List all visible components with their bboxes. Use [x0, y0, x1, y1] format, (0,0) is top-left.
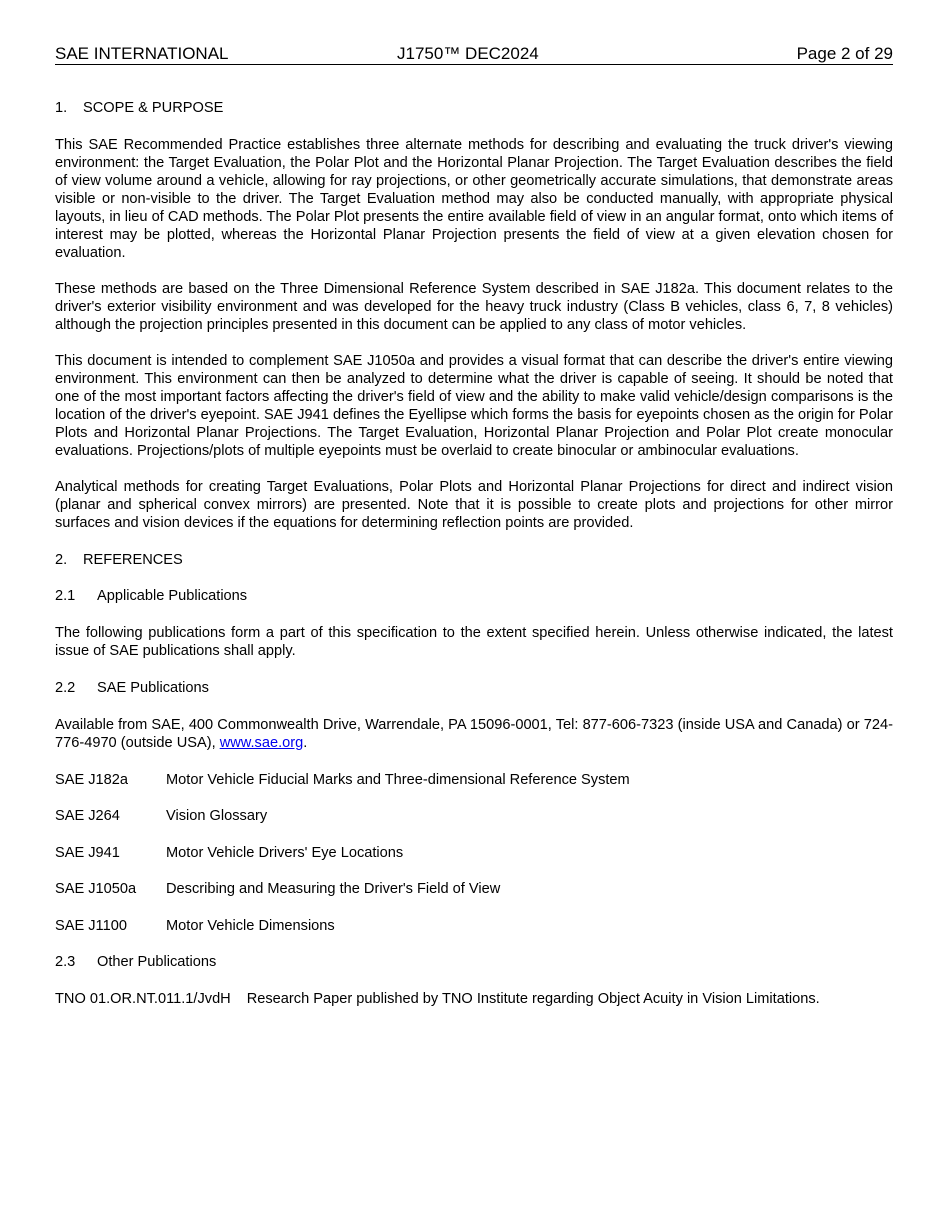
- scope-paragraph-2: These methods are based on the Three Dimensional Reference System described in SAE J182a. This document relates to the driver's exterior visibility environment and was developed for the heavy truck industry (Class B vehicles, class 6, 7, 8 vehicles) although the projection principles presented in this document can be applied to any class of motor vehicles.: [55, 281, 893, 333]
- subsection-2-3-title: Other Publications: [97, 954, 217, 970]
- reference-code: SAE J264: [55, 808, 120, 824]
- header-page-number: Page 2 of 29: [796, 44, 893, 63]
- page-header: [55, 44, 893, 65]
- subsection-2-1-heading: [55, 587, 893, 605]
- sae-availability-text: [55, 716, 893, 752]
- reference-title: Motor Vehicle Drivers' Eye Locations: [166, 845, 404, 861]
- section-2-number: 2.: [55, 552, 68, 568]
- section-1-title: SCOPE & PURPOSE: [83, 100, 224, 116]
- scope-paragraph-3: This document is intended to complement SAE J1050a and provides a visual format that can describe the driver's entire viewing environment. This environment can then be analyzed to determine what the driver is capable of seeing. It should be noted that one of the most important factors affecting the driver's field of view and the ability to make valid vehicle/design comparisons is the location of the driver's eyepoint. SAE J941 defines the Eyellipse which forms the basis for eyepoints chosen as the origin for Polar Plots and Horizontal Planar Projections. The Target Evaluation, Horizontal Planar Projection and Polar Plot create monocular evaluations. Projections/plots of multiple eyepoints must be overlaid to create binocular or ambinocular evaluations.: [55, 353, 893, 459]
- reference-title: Vision Glossary: [166, 808, 268, 824]
- section-2-title: REFERENCES: [83, 552, 183, 568]
- subsection-2-3-heading: [55, 953, 893, 971]
- section-1-heading: [55, 99, 893, 117]
- header-organization: SAE INTERNATIONAL: [55, 44, 229, 63]
- document-body: [55, 99, 893, 1008]
- header-document-id: J1750™ DEC2024: [397, 44, 539, 63]
- scope-paragraph-1: This SAE Recommended Practice establishes three alternate methods for describing and evaluating the truck driver's viewing environment: the Target Evaluation, the Polar Plot and the Horizontal Planar Projection. The Target Evaluation describes the field of view volume around a vehicle, allowing for ray projections, or other geometrically accurate simulations, that demonstrate areas visible or non-visible to the driver. The Target Evaluation method may also be conducted manually, with appropriate physical layouts, in lieu of CAD methods. The Polar Plot presents the entire available field of view in an angular format, onto which items of interest may be plotted, whereas the Horizontal Planar Projection presents the field of view at a given elevation chosen for evaluation.: [55, 137, 893, 261]
- section-1-number: 1.: [55, 100, 68, 116]
- other-reference-code: TNO 01.OR.NT.011.1/JvdH: [55, 991, 231, 1007]
- sae-availability-text-after: .: [303, 735, 308, 751]
- section-2-heading: [55, 551, 893, 569]
- reference-item: [55, 771, 893, 789]
- document-page: [55, 44, 893, 1008]
- sae-website-link[interactable]: www.sae.org: [219, 735, 304, 751]
- subsection-2-2-heading: [55, 679, 893, 697]
- reference-title: Motor Vehicle Fiducial Marks and Three-dimensional Reference System: [166, 772, 630, 788]
- reference-code: SAE J1050a: [55, 881, 137, 897]
- reference-code: SAE J182a: [55, 772, 129, 788]
- reference-title: Describing and Measuring the Driver's Field of View: [166, 881, 501, 897]
- reference-item: [55, 880, 893, 898]
- reference-item: [55, 917, 893, 935]
- reference-code: SAE J1100: [55, 918, 127, 934]
- subsection-2-2-title: SAE Publications: [97, 680, 209, 696]
- scope-paragraph-4: Analytical methods for creating Target Evaluations, Polar Plots and Horizontal Planar Projections for direct and indirect vision (planar and spherical convex mirrors) are presented. Note that it is possible to create plots and projections for other mirror surfaces and vision devices if the equations for determining reflection points are provided.: [55, 479, 893, 531]
- sae-availability-text-before: Available from SAE, 400 Commonwealth Drive, Warrendale, PA 15096-0001, Tel: 877-606-7323 (inside USA and Canada) or 724-776-4970 (outside USA),: [55, 717, 893, 751]
- subsection-2-1-title: Applicable Publications: [97, 588, 248, 604]
- reference-code: SAE J941: [55, 845, 120, 861]
- subsection-2-1-number: 2.1: [55, 588, 76, 604]
- reference-title: Motor Vehicle Dimensions: [166, 918, 335, 934]
- other-reference-title: Research Paper published by TNO Institute regarding Object Acuity in Vision Limitations.: [246, 991, 820, 1007]
- other-reference-item: [55, 990, 893, 1008]
- applicable-publications-text: The following publications form a part of this specification to the extent specified herein. Unless otherwise indicated, the latest issue of SAE publications shall apply.: [55, 625, 893, 659]
- subsection-2-3-number: 2.3: [55, 954, 76, 970]
- reference-item: [55, 844, 893, 862]
- subsection-2-2-number: 2.2: [55, 680, 76, 696]
- reference-item: [55, 807, 893, 825]
